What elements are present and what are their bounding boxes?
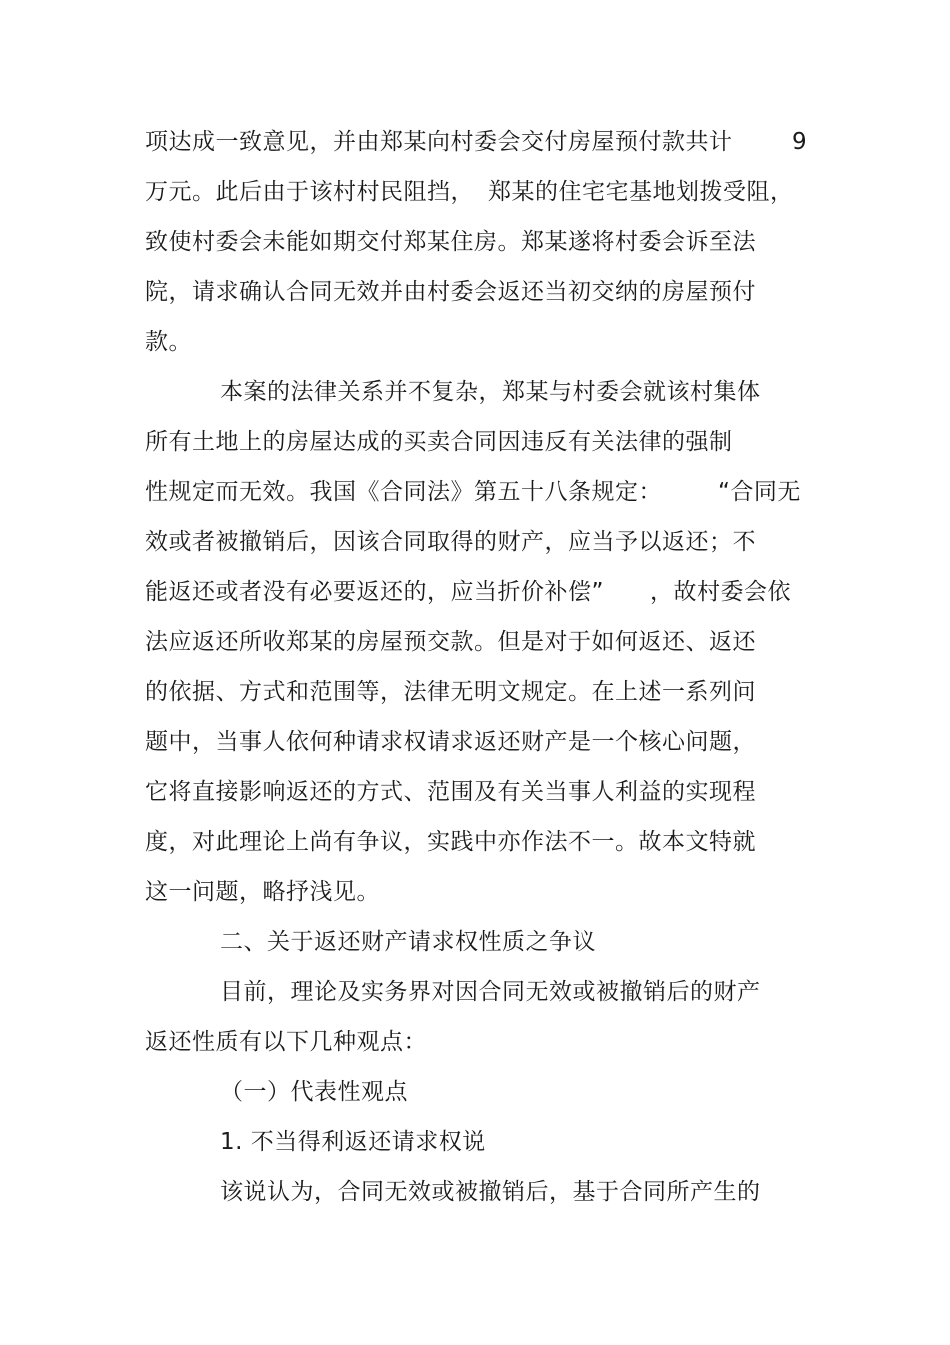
- text-line: 该说认为，合同无效或被撤销后，基于合同所产生的: [220, 1179, 761, 1205]
- text-line: 9: [792, 129, 808, 155]
- section-heading: 二、关于返还财产请求权性质之争议: [220, 929, 596, 955]
- text-line: 院，请求确认合同无效并由村委会返还当初交纳的房屋预付: [145, 279, 756, 305]
- text-line: ，故村委会依: [650, 579, 791, 605]
- text-line: 性规定而无效。我国《合同法》第五十八条规定：: [145, 479, 662, 505]
- text-line: 返还性质有以下几种观点：: [145, 1029, 427, 1055]
- text-line: “合同无: [718, 479, 801, 505]
- text-line: 本案的法律关系并不复杂，郑某与村委会就该村集体: [220, 379, 761, 405]
- text-line: 它将直接影响返还的方式、范围及有关当事人利益的实现程: [145, 779, 756, 805]
- text-line: 度，对此理论上尚有争议，实践中亦作法不一。故本文特就: [145, 829, 756, 855]
- text-line: 的依据、方式和范围等，法律无明文规定。在上述一系列问: [145, 679, 756, 705]
- text-line: 目前，理论及实务界对因合同无效或被撤销后的财产: [220, 979, 761, 1005]
- text-line: 能返还或者没有必要返还的，应当折价补偿”: [145, 579, 604, 605]
- text-line: 项达成一致意见，并由郑某向村委会交付房屋预付款共计: [145, 129, 733, 155]
- text-line: 所有土地上的房屋达成的买卖合同因违反有关法律的强制: [145, 429, 733, 455]
- text-line: 郑某的住宅宅基地划拨受阻，: [488, 179, 794, 205]
- text-line: 万元。此后由于该村村民阻挡，: [145, 179, 474, 205]
- text-line: 款。: [145, 329, 192, 355]
- text-line: 题中，当事人依何种请求权请求返还财产是一个核心问题，: [145, 729, 756, 755]
- text-line: 法应返还所收郑某的房屋预交款。但是对于如何返还、返还: [145, 629, 756, 655]
- text-line: 致使村委会未能如期交付郑某住房。郑某遂将村委会诉至法: [145, 229, 756, 255]
- subsection-heading: （一）代表性观点: [220, 1079, 408, 1105]
- text-line: 效或者被撤销后，因该合同取得的财产，应当予以返还；不: [145, 529, 756, 555]
- text-line: 这一问题，略抒浅见。: [145, 879, 380, 905]
- subsection-heading: 1. 不当得利返还请求权说: [220, 1129, 486, 1155]
